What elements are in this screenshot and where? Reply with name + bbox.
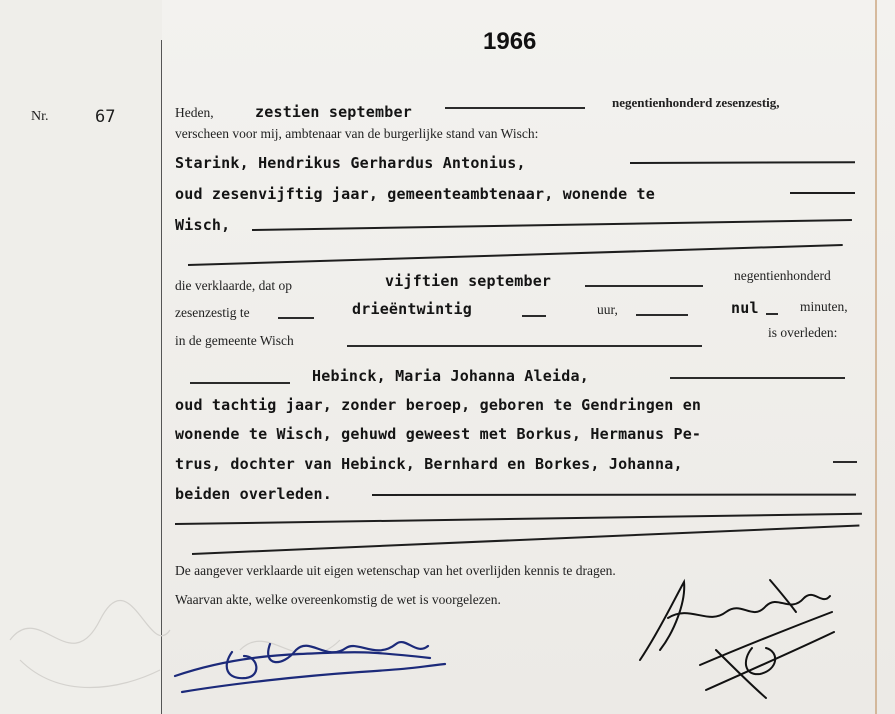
verklaarde-label: die verklaarde, dat op xyxy=(175,278,292,293)
deceased-line-4: trus, dochter van Hebinck, Bernhard en Borkes, Johanna, xyxy=(175,455,683,473)
verscheen-text: verscheen voor mij, ambtenaar van de burgerlijke stand van Wisch: xyxy=(175,126,539,141)
uur-label: uur, xyxy=(597,302,618,317)
death-date: vijftien september xyxy=(385,272,552,290)
year-printed: negentienhonderd zesenzestig, xyxy=(612,95,780,110)
waarvan-text: Waarvan akte, welke overeenkomstig de wet is voorgelezen. xyxy=(175,592,501,607)
death-hour: drieëntwintig xyxy=(352,300,472,318)
year-heading: 1966 xyxy=(483,28,537,55)
declarant-signature xyxy=(175,642,445,692)
deceased-line-2: oud tachtig jaar, zonder beroep, geboren te Gendringen en xyxy=(175,396,702,414)
number-label: Nr. xyxy=(31,109,49,124)
deceased-line-5: beiden overleden. xyxy=(175,485,332,503)
official-signature xyxy=(640,580,834,698)
deceased-name: Hebinck, Maria Johanna Aleida, xyxy=(312,367,589,385)
negentienhonderd-label: negentienhonderd xyxy=(734,268,831,283)
declarant-name: Starink, Hendrikus Gerhardus Antonius, xyxy=(175,154,526,172)
zesenzestig-label: zesenzestig te xyxy=(175,305,250,320)
date-typed: zestien september xyxy=(255,103,412,121)
deceased-line-3: wonende te Wisch, gehuwd geweest met Borkus, Hermanus Pe- xyxy=(175,425,702,443)
overleden-label: is overleden: xyxy=(768,325,838,340)
aangever-text: De aangever verklaarde uit eigen wetenschap van het overlijden kennis te dragen. xyxy=(175,563,616,578)
minuten-label: minuten, xyxy=(800,299,848,314)
gemeente-label: in de gemeente Wisch xyxy=(175,333,294,348)
number-value: 67 xyxy=(95,107,116,127)
declarant-occupation: oud zesenvijftig jaar, gemeenteambtenaar, wonende te xyxy=(175,185,655,203)
heden-label: Heden, xyxy=(175,105,214,120)
declarant-residence: Wisch, xyxy=(175,216,231,234)
death-minutes: nul xyxy=(731,299,759,317)
